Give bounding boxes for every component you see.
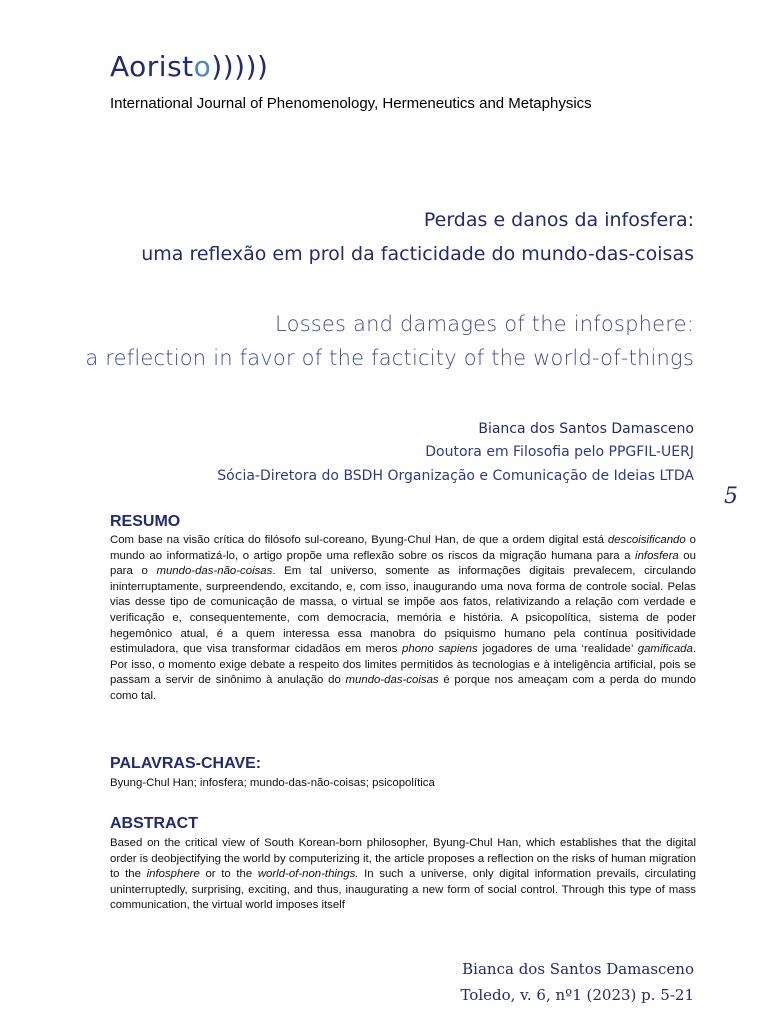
footer-citation: Toledo, v. 6, nº1 (2023) p. 5-21 — [460, 986, 694, 1004]
abstract-emphasis: world-of-non-things. — [257, 868, 359, 881]
resumo-text-part: Com base na visão crítica do filósofo sul-coreano, Byung-Chul Han, de que a ordem digital está — [110, 534, 608, 546]
title-english — [85, 307, 694, 375]
journal-name: International Journal of Phenomenology, Hermeneutics and Metaphysics — [110, 95, 592, 112]
resumo-emphasis: mundo-das-coisas — [345, 674, 439, 687]
resumo-heading: RESUMO — [110, 513, 181, 530]
author-name: Bianca dos Santos Damasceno — [478, 421, 694, 437]
resumo-emphasis: gamificada — [637, 643, 693, 656]
title-pt-line1: Perdas e danos da infosfera: — [423, 209, 694, 231]
resumo-text — [110, 533, 696, 705]
title-portuguese — [141, 203, 694, 271]
resumo-emphasis: mundo-das-não-coisas — [156, 565, 273, 578]
logo-main: Aorist — [110, 50, 194, 83]
resumo-text-part: . Por isso, o momento exige debate a respeito dos limites permitidos às tecnologias e à inteligência artificial, pois se passam a servir de sinônimo à anulação do — [110, 643, 696, 687]
resumo-text-part: . Em tal universo, somente as informações digitais prevalecem, circulando ininterruptamente, surpreendendo, excitando, e, com isso, inaugurando uma nova forma de controle social. Pelas vias desse tipo de comunicação de massa, o virtual se impõe aos fatos, relativizando a relação com verdade e verificação e, consequentemente, com democracia, memória e história. A psicopolítica, sistema de poder hegemônico atual, é a quem interessa essa manobra do psiquismo humano pela contínua positividade estimuladora, que visa transformar cidadãos em meros — [110, 565, 696, 656]
resumo-text-part: ou para o — [110, 549, 696, 578]
journal-logo — [110, 50, 268, 83]
author-block — [217, 418, 694, 488]
resumo-text-part: é porque nos ameaçam com a perda do mundo como tal. — [110, 674, 696, 702]
author-affiliation-2: Sócia-Diretora do BSDH Organização e Comunicação de Ideias LTDA — [217, 468, 694, 484]
logo-tail: ))))) — [211, 50, 269, 83]
abstract-text-part: In such a universe, only digital information prevails, circulating uninterruptedly, surprising, exciting, and thus, inaugurating a new form of social control. Through this type of mass communication, the virtual world imposes itself — [110, 868, 696, 912]
abstract-heading: ABSTRACT — [110, 815, 198, 832]
abstract-text — [110, 836, 696, 914]
resumo-emphasis: descoisificando — [607, 534, 686, 546]
abstract-emphasis: infosphere — [146, 868, 200, 881]
author-affiliation-1: Doutora em Filosofia pelo PPGFIL-UERJ — [425, 444, 694, 460]
resumo-text-part: o mundo ao informatizá-lo, o artigo propõe uma reflexão sobre os riscos da migração humana para a — [110, 534, 696, 562]
keywords-heading: PALAVRAS-CHAVE: — [110, 755, 262, 772]
abstract-text-part: Based on the critical view of South Korean-born philosopher, Byung-Chul Han, which establishes that the digital order is deobjectifying the world by computerizing it, the article proposes a reflection on the risks of human migration to the — [110, 837, 696, 881]
title-en-line1: Losses and damages of the infosphere: — [275, 312, 694, 336]
page-number: 5 — [724, 484, 738, 509]
title-en-line2: a reflection in favor of the facticity of the world-of-things — [85, 346, 694, 370]
title-pt-line2: uma reflexão em prol da facticidade do mundo-das-coisas — [141, 243, 694, 265]
abstract-text-part: or to the — [199, 868, 258, 881]
resumo-emphasis: phono sapiens — [402, 643, 478, 656]
resumo-text-part: jogadores de uma ‘realidade’ — [477, 643, 638, 656]
keywords-text: Byung-Chul Han; infosfera; mundo-das-não-coisas; psicopolítica — [110, 777, 435, 789]
logo-accent: o — [193, 50, 212, 83]
resumo-emphasis: infosfera — [635, 549, 679, 562]
footer-author: Bianca dos Santos Damasceno — [462, 960, 694, 978]
page-footer — [460, 956, 694, 1008]
